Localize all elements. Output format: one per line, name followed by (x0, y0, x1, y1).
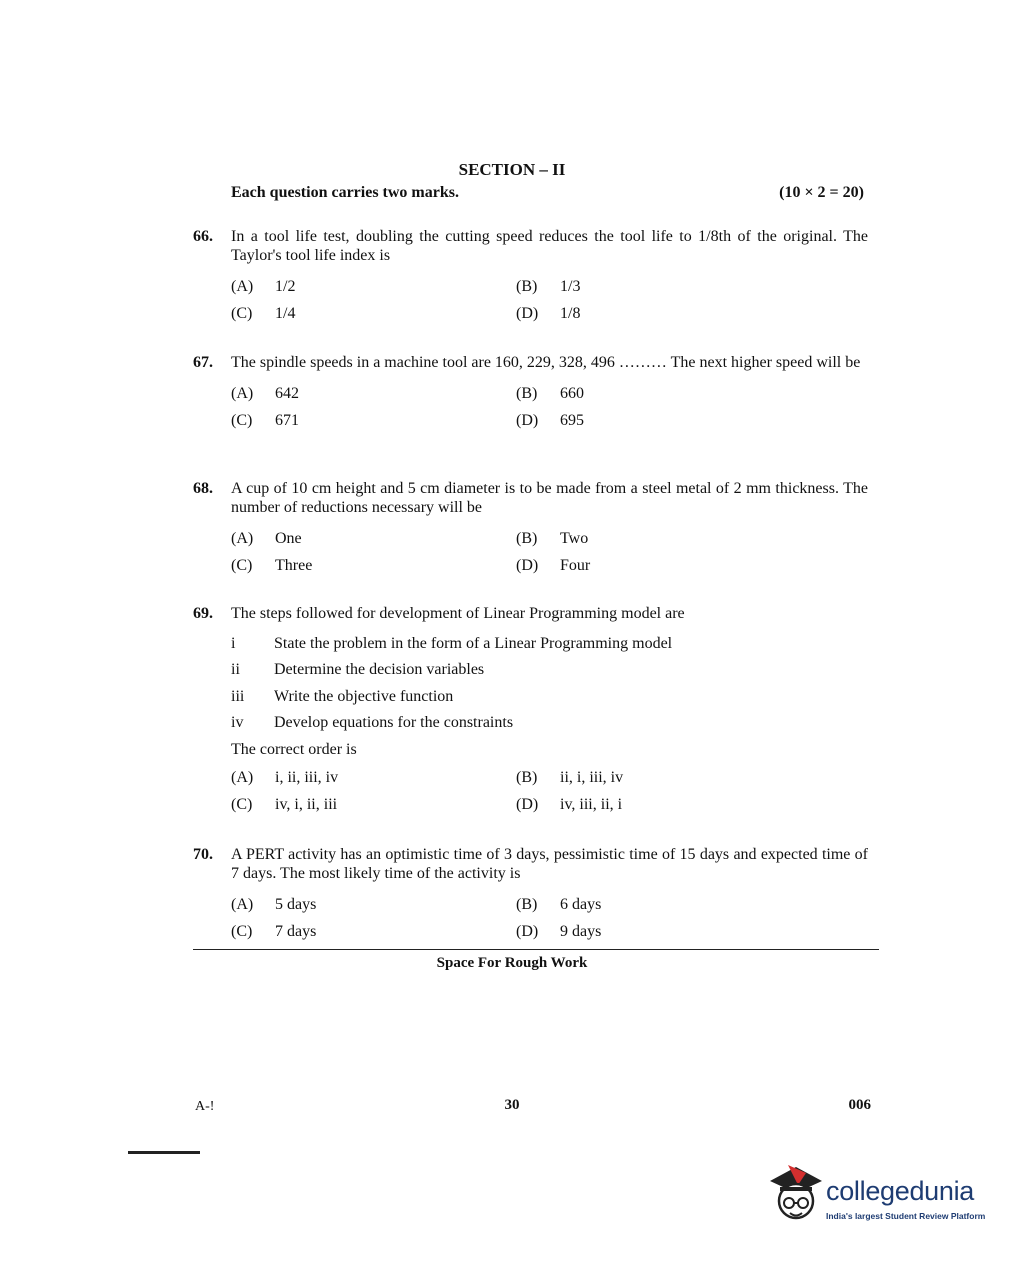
question-text: A cup of 10 cm height and 5 cm diameter is to be made from a steel metal of 2 mm thickness. The number of reductions necessary will be (231, 480, 868, 516)
rough-work-label: Space For Rough Work (436, 955, 588, 971)
question-number: 69. (193, 605, 213, 622)
question-number: 68. (193, 480, 213, 497)
option-d: (D) 695 (516, 412, 584, 429)
logo-wordmark: collegedunia (826, 1176, 975, 1206)
question-68 (193, 479, 868, 579)
collegedunia-mascot-icon (766, 1163, 824, 1225)
section-title: SECTION – II (458, 160, 566, 179)
option-a: (A) i, ii, iii, iv (231, 768, 339, 786)
paper-code: 006 (848, 1097, 871, 1113)
question-66 (193, 227, 868, 327)
logo-tagline: India's largest Student Review Platform (826, 1211, 986, 1221)
options (231, 525, 868, 579)
options (231, 380, 868, 434)
steps-list (231, 630, 868, 763)
question-number: 66. (193, 228, 213, 245)
page-number: 30 (504, 1097, 520, 1113)
question-text: The spindle speeds in a machine tool are 160, 229, 328, 496 ……… The next higher speed will be (231, 354, 861, 371)
option-a: (A) 5 days (231, 896, 317, 913)
step-item: ii Determine the decision variables (231, 661, 485, 679)
options (231, 764, 868, 818)
marks-note: Each question carries two marks. (231, 184, 459, 201)
option-c: (C) iv, i, ii, iii (231, 795, 338, 813)
option-a: (A) One (231, 530, 302, 547)
options (231, 273, 868, 327)
option-d: (D) iv, iii, ii, i (516, 795, 623, 813)
option-a: (A) 1/2 (231, 278, 296, 295)
scan-mark (128, 1151, 200, 1154)
option-d: (D) Four (516, 557, 591, 574)
step-item: i State the problem in the form of a Linear Programming model (231, 634, 673, 652)
options (231, 891, 868, 945)
question-number: 70. (193, 846, 213, 863)
option-d: (D) 9 days (516, 923, 602, 940)
option-b: (B) 6 days (516, 896, 602, 913)
correct-order-label: The correct order is (231, 740, 357, 758)
option-b: (B) 660 (516, 385, 584, 402)
step-item: iii Write the objective function (231, 687, 454, 705)
option-c: (C) 671 (231, 412, 299, 429)
option-c: (C) Three (231, 557, 313, 574)
question-text: The steps followed for development of Linear Programming model are (231, 605, 685, 622)
option-b: (B) Two (516, 530, 589, 547)
question-69 (193, 604, 868, 818)
question-text: In a tool life test, doubling the cutting speed reduces the tool life to 1/8th of the original. The Taylor's tool life index is (231, 228, 868, 264)
question-70 (193, 845, 868, 945)
marks-formula: (10 × 2 = 20) (779, 184, 864, 201)
step-item: iv Develop equations for the constraints (231, 714, 514, 732)
option-d: (D) 1/8 (516, 305, 581, 322)
question-text: A PERT activity has an optimistic time of 3 days, pessimistic time of 15 days and expected time of 7 days. The most likely time of the activity is (231, 846, 868, 882)
footer-series: A-! (195, 1099, 215, 1114)
question-number: 67. (193, 354, 213, 371)
question-67 (193, 353, 868, 434)
option-b: (B) ii, i, iii, iv (516, 768, 624, 786)
option-c: (C) 7 days (231, 923, 317, 940)
option-a: (A) 642 (231, 385, 299, 402)
option-c: (C) 1/4 (231, 305, 296, 322)
divider-line (193, 949, 879, 950)
option-b: (B) 1/3 (516, 278, 581, 295)
